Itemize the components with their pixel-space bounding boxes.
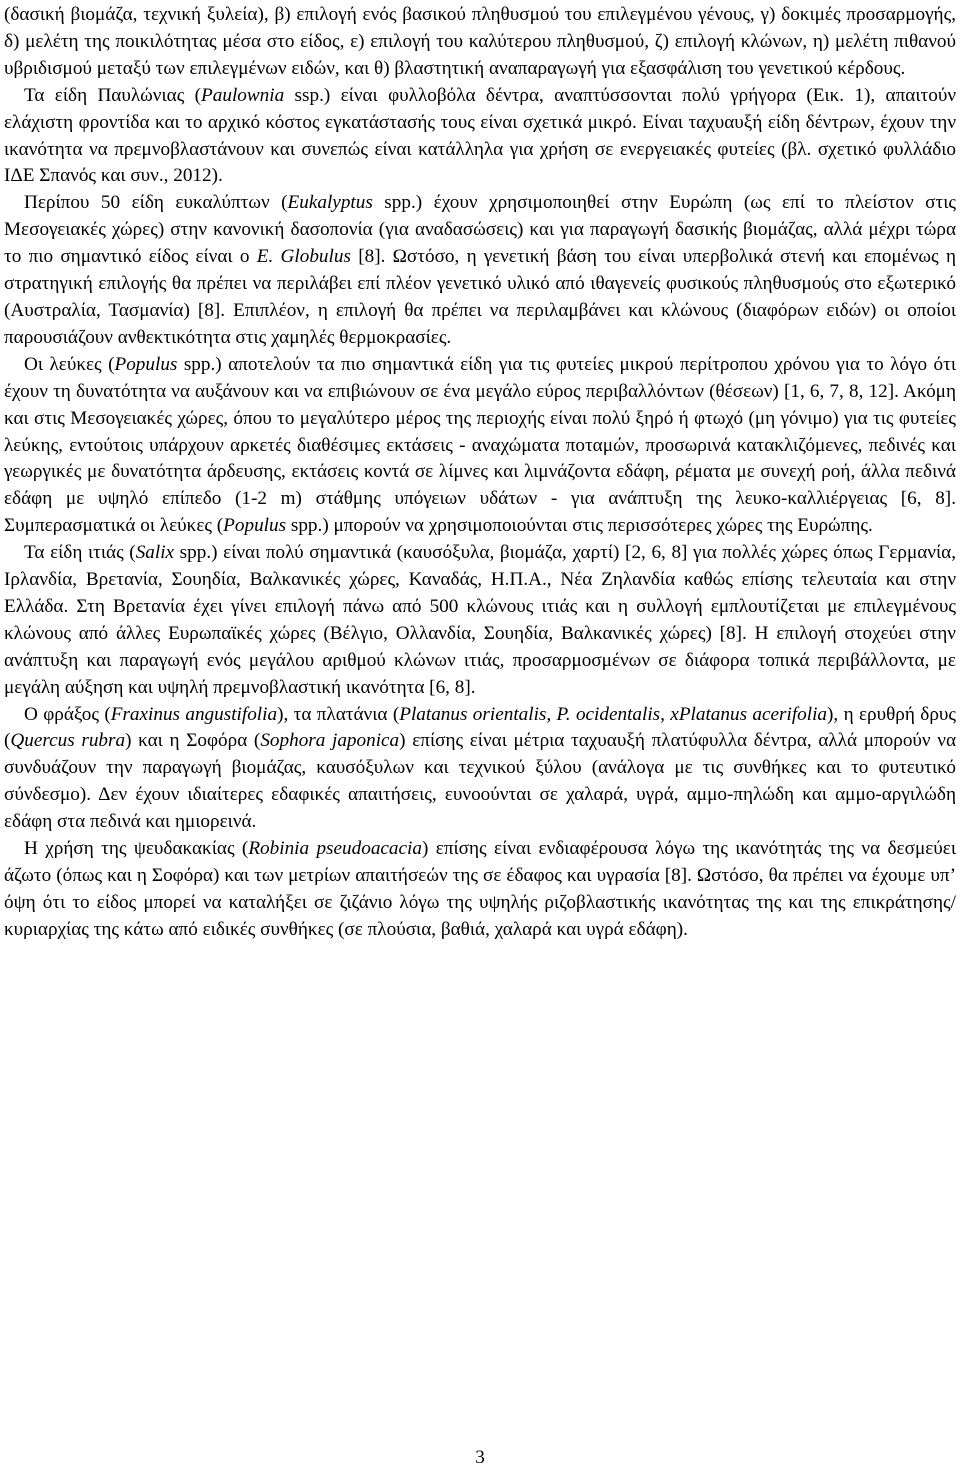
italic-text: E. Globulus bbox=[256, 246, 351, 268]
text-segment: spp.) έχουν χρησιμοποιηθεί στην Ευρώπη (ως επί το πλείστον στις Μεσογειακές χώρες) στην κανονική δασοπονία (για αναδασώσεις) και για παραγωγή δασικής βιομάζας, αλλά μέχρι τώρα το πιο σημαντικό είδος είναι ο bbox=[4, 192, 956, 268]
italic-text: Salix bbox=[135, 542, 175, 564]
italic-text: Populus bbox=[223, 515, 287, 537]
paragraph bbox=[4, 540, 956, 701]
italic-text: Robinia pseudoacacia bbox=[248, 838, 422, 860]
text-segment: [8]. Ωστόσο, η γενετική βάση του είναι υπερβολικά στενή και επομένως η στρατηγική επιλογής θα πρέπει να περιλάβει επί πλέον γενετικό υλικό από ιθαγενείς φυσικούς πληθυσμούς στο εξωτερικό (Αυστραλία, Τασμανία) [8]. Επιπλέον, η επιλογή θα πρέπει να περιλαμβάνει και κλώνους (διαφόρων ειδών) οι οποίοι παρουσιάζουν ανθεκτικότητα στις χαμηλές θερμοκρασίες. bbox=[4, 246, 956, 348]
text-segment: Ο φράξος ( bbox=[24, 703, 111, 725]
text-segment: ), τα πλατάνια ( bbox=[277, 703, 400, 725]
italic-text: Quercus rubra bbox=[10, 730, 126, 752]
text-segment: ), η ερυθρή δρυς ( bbox=[4, 703, 957, 752]
text-segment: ) και η Σοφόρα ( bbox=[125, 730, 261, 752]
text-segment: Η χρήση της ψευδακακίας ( bbox=[24, 838, 249, 860]
text-segment: ) επίσης είναι ενδιαφέρουσα λόγω της ικανότητάς της να δεσμεύει άζωτο (όπως και η Σοφόρα) και των μετρίων απαιτήσεών της σε έδαφος και υγρασία [8]. Ωστόσο, θα πρέπει να έχουμε υπ’ όψη ότι το είδος μπορεί να καταλήξει σε ζιζάνιο λόγω της υψηλής ριζοβλαστικής ικανότητας της και της επικράτησης/κυριαρχίας της κάτω από ειδικές συνθήκες (σε πλούσια, βαθιά, χαλαρά και υγρά εδάφη). bbox=[4, 838, 957, 940]
paragraph bbox=[4, 2, 956, 83]
body-text bbox=[4, 2, 956, 944]
paragraph bbox=[4, 836, 956, 944]
italic-text: Sophora japonica bbox=[260, 730, 400, 752]
text-segment: ) επίσης είναι μέτρια ταχυαυξή πλατύφυλλα δέντρα, αλλά μπορούν να συνδυάζουν την παραγωγή βιομάζας, καυσόξυλων και τεχνικού ξύλου (ανάλογα με τις συνθήκες και το φυτευτικό σύνδεσμο). Δεν έχουν ιδιαίτερες εδαφικές απαιτήσεις, ευνοούνται σε χαλαρά, υγρά, αμμο-πηλώδη και αμμο-αργιλώδη εδάφη στα πεδινά και ημιορεινά. bbox=[4, 730, 956, 833]
text-segment: Οι λεύκες ( bbox=[24, 353, 115, 375]
italic-text: Fraxinus angustifolia bbox=[110, 703, 278, 725]
italic-text: Paulownia bbox=[201, 84, 285, 106]
italic-text: Platanus orientalis, P. ocidentalis, xPlatanus acerifolia bbox=[399, 703, 828, 725]
page-number: 3 bbox=[475, 1447, 485, 1468]
text-segment: spp.) είναι πολύ σημαντικά (καυσόξυλα, βιομάζα, χαρτί) [2, 6, 8] για πολλές χώρες όπως Γερμανία, Ιρλανδία, Βρετανία, Σουηδία, Βαλκανικές χώρες, Καναδάς, Η.Π.Α., Νέα Ζηλανδία καθώς επίσης τελευταία και στην Ελλάδα. Στη Βρετανία έχει γίνει επιλογή πάνω από 500 κλώνους ιτιάς και η συλλογή εμπλουτίζεται με επιλεγμένους κλώνους από άλλες Ευρωπαϊκές χώρες (Βέλγιο, Ολλανδία, Σουηδία, Βαλκανικές χώρες) [8]. Η επιλογή στοχεύει στην ανάπτυξη και παραγωγή ενός μεγάλου αριθμού κλώνων ιτιάς, προσαρμοσμένων σε διάφορα τοπικά περιβάλλοντα, με μεγάλη αύξηση και υψηλή πρεμνοβλαστική ικανότητα [6, 8]. bbox=[4, 542, 956, 698]
text-segment: ssp.) είναι φυλλοβόλα δέντρα, αναπτύσσονται πολύ γρήγορα (Εικ. 1), απαιτούν ελάχιστη φροντίδα και το αρχικό κόστος εγκατάστασής τους είναι σχετικά μικρό. Είναι ταχυαυξή είδη δέντρων, έχουν την ικανότητα να πρεμνοβλαστάνουν και συνεπώς είναι κατάλληλα για χρήση σε ενεργειακές φυτείες (βλ. σχετικό φυλλάδιο ΙΔΕ Σπανός και συν., 2012). bbox=[4, 84, 956, 187]
text-segment: Τα είδη Παυλώνιας ( bbox=[24, 84, 202, 106]
text-segment: Περίπου 50 είδη ευκαλύπτων ( bbox=[24, 192, 288, 214]
text-segment: Τα είδη ιτιάς ( bbox=[24, 542, 136, 564]
paragraph bbox=[4, 352, 956, 540]
paragraph bbox=[4, 83, 956, 191]
text-segment: spp.) μπορούν να χρησιμοποιούνται στις περισσότερες χώρες της Ευρώπης. bbox=[286, 515, 873, 537]
text-segment: spp.) αποτελούν τα πιο σημαντικά είδη για τις φυτείες μικρού περίτροπου χρόνου για το λόγο ότι έχουν τη δυνατότητα να αυξάνουν και να επιβιώνουν σε ένα μεγάλο εύρος περιβαλλόντων (θέσεων) [1, 6, 7, 8, 12]. Ακόμη και στις Μεσογειακές χώρες, όπου το μεγαλύτερο μέρος της περιοχής είναι πολύ ξηρό ή φτωχό (μη γόνιμο) για τις φυτείες λεύκης, εντούτοις υπάρχουν αρκετές διαθέσιμες εκτάσεις - αναχώματα ποταμών, προσωρινά κατακλιζόμενες, πεδινές και γεωργικές με δυνατότητα άρδευσης, εκτάσεις κοντά σε λίμνες και λιμνάζοντα εδάφη, ρέματα με συνεχή ροή, άλλα πεδινά εδάφη με υψηλό επίπεδο (1-2 m) στάθμης υπόγειων υδάτων - για ανάπτυξη της λευκο-καλλιέργειας [6, 8]. Συμπερασματικά οι λεύκες ( bbox=[4, 353, 956, 537]
paragraph bbox=[4, 190, 956, 351]
paragraph bbox=[4, 702, 956, 837]
italic-text: Populus bbox=[114, 353, 178, 375]
italic-text: Eukalyptus bbox=[287, 192, 373, 214]
text-segment: (δασική βιομάζα, τεχνική ξυλεία), β) επιλογή ενός βασικού πληθυσμού του επιλεγμένου γένους, γ) δοκιμές προσαρμογής, δ) μελέτη της ποικιλότητας μέσα στο είδος, ε) επιλογή του καλύτερου πληθυσμού, ζ) επιλογή κλώνων, η) μελέτη πιθανού υβριδισμού μεταξύ των επιλεγμένων ειδών, και θ) βλαστητική αναπαραγωγή για εξασφάλιση του γενετικού κέρδους. bbox=[4, 4, 956, 79]
